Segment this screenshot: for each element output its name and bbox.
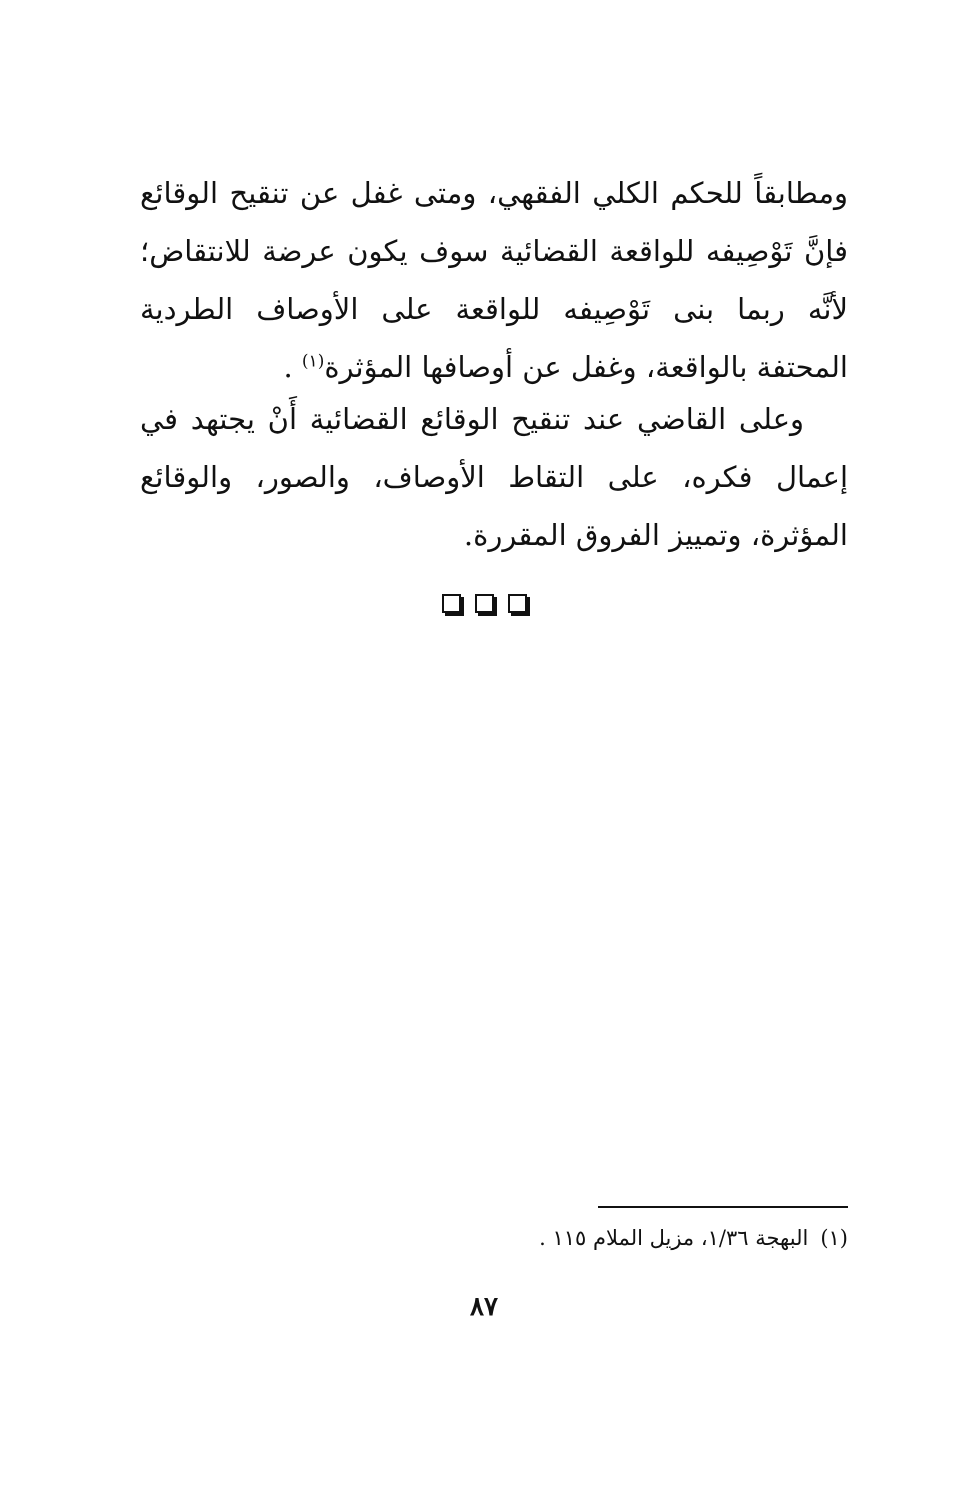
paragraph-1-text: ومطابقاً للحكم الكلي الفقهي، ومتى غفل عن تنقيح الوقائع فإنَّ تَوْصِيفه للواقعة القضائية سوف يكون عرضة للانتقاض؛ لأنَّه ربما بنى تَوْصِيفه للواقعة على الأوصاف الطردية المحتفة بالواقعة، وغفل عن أوصافها المؤثرة bbox=[140, 176, 848, 384]
square-icon bbox=[508, 594, 527, 613]
page-number: ٨٧ bbox=[470, 1292, 498, 1322]
square-icon bbox=[442, 594, 461, 613]
footnote-1 bbox=[140, 1220, 848, 1256]
footnote-text: البهجة ١/٣٦، مزيل الملام ١١٥ . bbox=[539, 1226, 809, 1250]
footnote-reference[interactable]: (١) bbox=[301, 351, 325, 372]
square-icon bbox=[475, 594, 494, 613]
body-paragraph-2 bbox=[140, 390, 848, 564]
section-separator bbox=[0, 594, 968, 613]
footnote-divider bbox=[598, 1206, 848, 1208]
paragraph-1-end: . bbox=[283, 350, 302, 384]
footnote-marker: (١) bbox=[820, 1226, 848, 1250]
paragraph-2-text: وعلى القاضي عند تنقيح الوقائع القضائية أَنْ يجتهد في إعمال فكره، على التقاط الأوصاف، والصور، والوقائع المؤثرة، وتمييز الفروق المقررة. bbox=[140, 402, 848, 552]
body-paragraph-1 bbox=[140, 164, 848, 396]
